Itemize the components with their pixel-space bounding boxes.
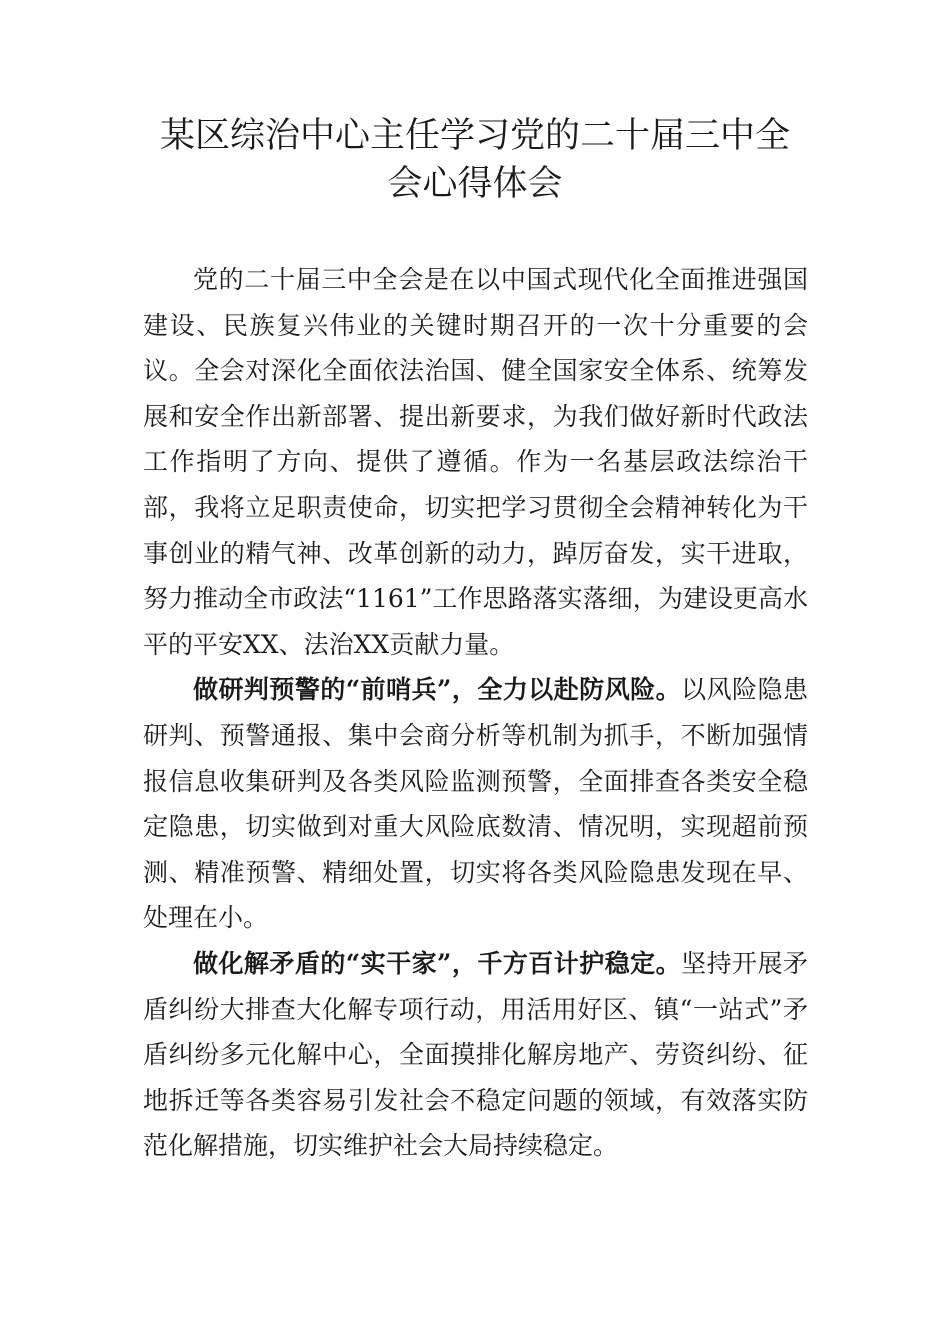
document-body xyxy=(143,257,808,1169)
document-title-line-2: 会心得体会 xyxy=(387,164,563,204)
paragraph-risk-warning xyxy=(143,667,808,941)
paragraph-risk-warning-text: 以风险隐患研判、预警通报、集中会商分析等机制为抓手，不断加强情报信息收集研判及各类风险监测预警，全面排查各类安全稳定隐患，切实做到对重大风险底数清、情况明，实现超前预测、精准预警、精细处置，切实将各类风险隐患发现在早、处理在小。 xyxy=(143,675,808,933)
paragraph-risk-warning-heading: 做研判预警的“前哨兵”，全力以赴防风险。 xyxy=(193,675,682,705)
paragraph-conflict-resolution-heading: 做化解矛盾的“实干家”，千方百计护稳定。 xyxy=(193,948,682,978)
paragraph-intro xyxy=(143,257,808,667)
paragraph-conflict-resolution-text: 坚持开展矛盾纠纷大排查大化解专项行动，用活用好区、镇“一站式”矛盾纠纷多元化解中心，全面摸排化解房地产、劳资纠纷、征地拆迁等各类容易引发社会不稳定问题的领域，有效落实防范化解措施，切实维护社会大局持续稳定。 xyxy=(143,948,808,1161)
document-title xyxy=(140,112,810,208)
paragraph-conflict-resolution xyxy=(143,941,808,1169)
document-title-line-1: 某区综治中心主任学习党的二十届三中全 xyxy=(159,116,790,156)
paragraph-intro-text: 党的二十届三中全会是在以中国式现代化全面推进强国建设、民族复兴伟业的关键时期召开的一次十分重要的会议。全会对深化全面依法治国、健全国家安全体系、统筹发展和安全作出新部署、提出新要求，为我们做好新时代政法工作指明了方向、提供了遵循。作为一名基层政法综治干部，我将立足职责使命，切实把学习贯彻全会精神转化为干事创业的精气神、改革创新的动力，踔厉奋发，实干进取，努力推动全市政法“1161”工作思路落实落细，为建设更高水平的平安XX、法治XX贡献力量。 xyxy=(143,265,808,659)
